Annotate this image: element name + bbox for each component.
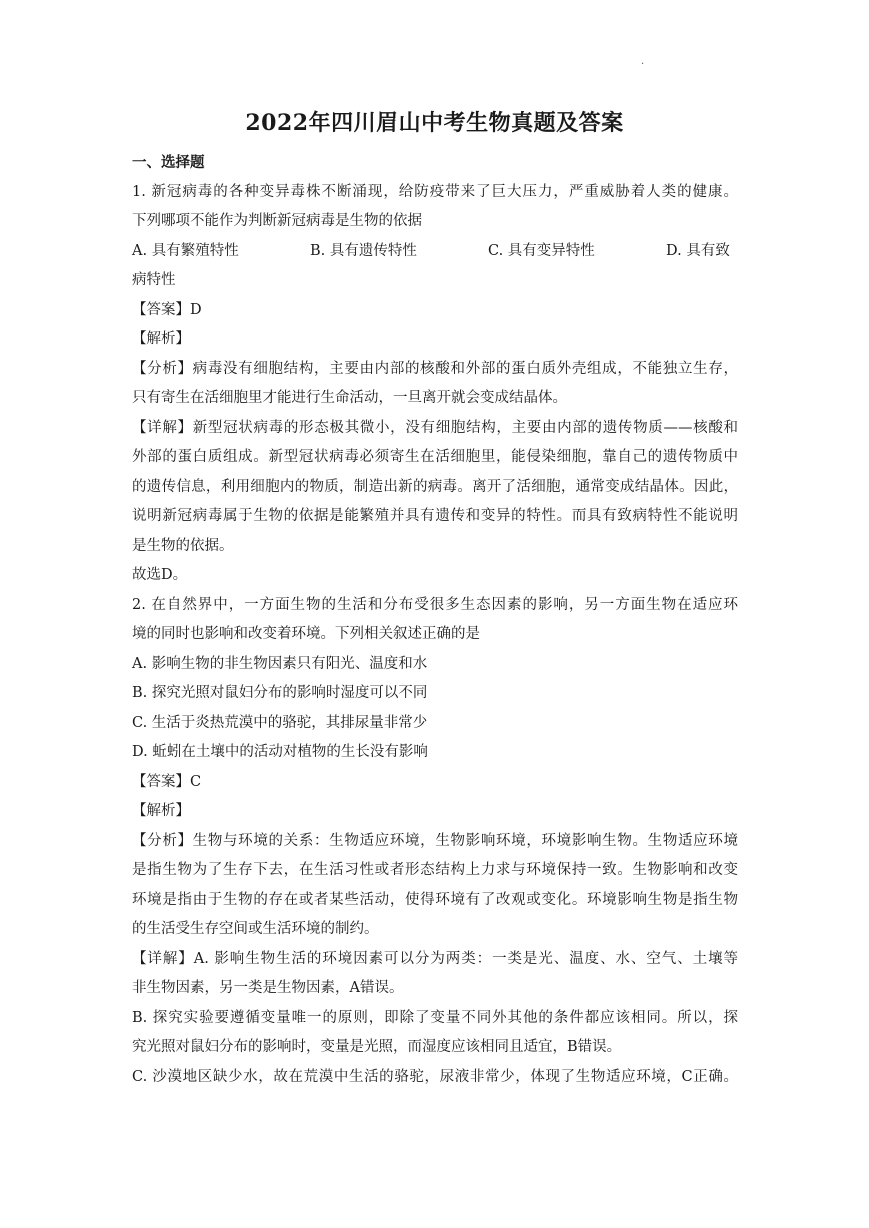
q2-option-b: B. 探究光照对鼠妇分布的影响时湿度可以不同 — [132, 685, 428, 701]
q1-xiangjie-line: 的遗传信息，利用细胞内的物质，制造出新的病毒。离开了活细胞，通常变成结晶体。因此， — [132, 478, 738, 495]
q1-xiangjie-line: 是生物的依据。 — [132, 537, 234, 554]
q1-xiangjie-line: 【详解】新型冠状病毒的形态极其微小，没有细胞结构，主要由内部的遗传物质——核酸和 — [132, 419, 739, 436]
q1-xiangjie-line: 外部的蛋白质组成。新型冠状病毒必须寄生在活细胞里，能侵染细胞，靠自己的遗传物质中 — [132, 449, 738, 465]
q1-xiangjie-label: 【详解】 — [132, 419, 193, 436]
q2-option-d: D. 蚯蚓在土壤中的活动对植物的生长没有影响 — [132, 744, 428, 760]
q2-answer: 【答案】C — [132, 773, 202, 790]
document-body — [132, 148, 738, 1092]
q1-answer: 【答案】D — [132, 301, 202, 318]
q1-option-a: A. 具有繁殖特性 — [132, 242, 239, 259]
q2-fenxi-line: 的生活受生存空间或生活环境的制约。 — [132, 921, 379, 937]
page-title: 2022年四川眉山中考生物真题及答案 — [245, 110, 624, 136]
q2-fenxi-label: 【分析】 — [132, 832, 193, 849]
q1-stem-line: 下列哪项不能作为判断新冠病毒是生物的依据 — [132, 213, 422, 229]
q2-fenxi-line: 环境是指由于生物的存在或者某些活动，使得环境有了改观或变化。环境影响生物是指生物 — [132, 891, 738, 908]
q2-xiangjie-line: 究光照对鼠妇分布的影响时，变量是光照，而湿度应该相同且适宜，B错误。 — [132, 1039, 622, 1055]
q1-fenxi-line: 只有寄生在活细胞里才能进行生命活动，一旦离开就会变成结晶体。 — [132, 390, 567, 406]
q2-xiangjie-line: 非生物因素，另一类是生物因素，A错误。 — [132, 980, 404, 996]
q2-fenxi-line: 是指生物为了生存下去，在生活习性或者形态结构上力求与环境保持一致。生物影响和改变 — [132, 862, 738, 878]
q1-option-c: C. 具有变异特性 — [488, 242, 595, 259]
q1-option-d: D. 具有致 — [666, 242, 730, 259]
q2-jiexi-label: 【解析】 — [132, 803, 190, 819]
q1-option-d-cont: 病特性 — [132, 272, 176, 288]
q1-option-b: B. 具有遗传特性 — [310, 242, 417, 259]
q2-xiangjie-line: C. 沙漠地区缺少水，故在荒漠中生活的骆驼，尿液非常少，体现了生物适应环境，C正确。 — [132, 1068, 738, 1085]
section-heading: 一、选择题 — [132, 154, 205, 171]
q1-fenxi-label: 【分析】 — [132, 360, 193, 377]
q2-option-a: A. 影响生物的非生物因素只有阳光、温度和水 — [132, 655, 428, 672]
q1-fenxi-line: 【分析】病毒没有细胞结构，主要由内部的核酸和外部的蛋白质外壳组成，不能独立生存， — [132, 360, 739, 377]
q1-xiangjie-line: 说明新冠病毒属于生物的依据是能繁殖并具有遗传和变异的特性。而具有致病特性不能说明 — [132, 508, 738, 524]
q2-fenxi-line: 【分析】生物与环境的关系：生物适应环境，生物影响环境，环境影响生物。生物适应环境 — [132, 832, 739, 849]
q1-stem-line: 1. 新冠病毒的各种变异毒株不断涌现，给防疫带来了巨大压力，严重威胁着人类的健康。 — [132, 183, 738, 200]
q1-conclusion: 故选D。 — [132, 567, 188, 583]
q2-stem-line: 境的同时也影响和改变着环境。下列相关叙述正确的是 — [132, 626, 480, 642]
header-dot: . — [641, 56, 645, 67]
q2-option-c: C. 生活于炎热荒漠中的骆驼，其排尿量非常少 — [132, 714, 428, 731]
q2-xiangjie-line: 【详解】A. 影响生物生活的环境因素可以分为两类：一类是光、温度、水、空气、土壤等 — [132, 950, 739, 967]
q1-options — [132, 237, 738, 267]
q2-xiangjie-line: B. 探究实验要遵循变量唯一的原则，即除了变量不同外其他的条件都应该相同。所以，探 — [132, 1009, 738, 1026]
q2-stem-line: 2. 在自然界中，一方面生物的生活和分布受很多生态因素的影响，另一方面生物在适应环 — [132, 596, 738, 613]
q1-jiexi-label: 【解析】 — [132, 331, 190, 347]
q2-xiangjie-label: 【详解】 — [132, 950, 194, 967]
